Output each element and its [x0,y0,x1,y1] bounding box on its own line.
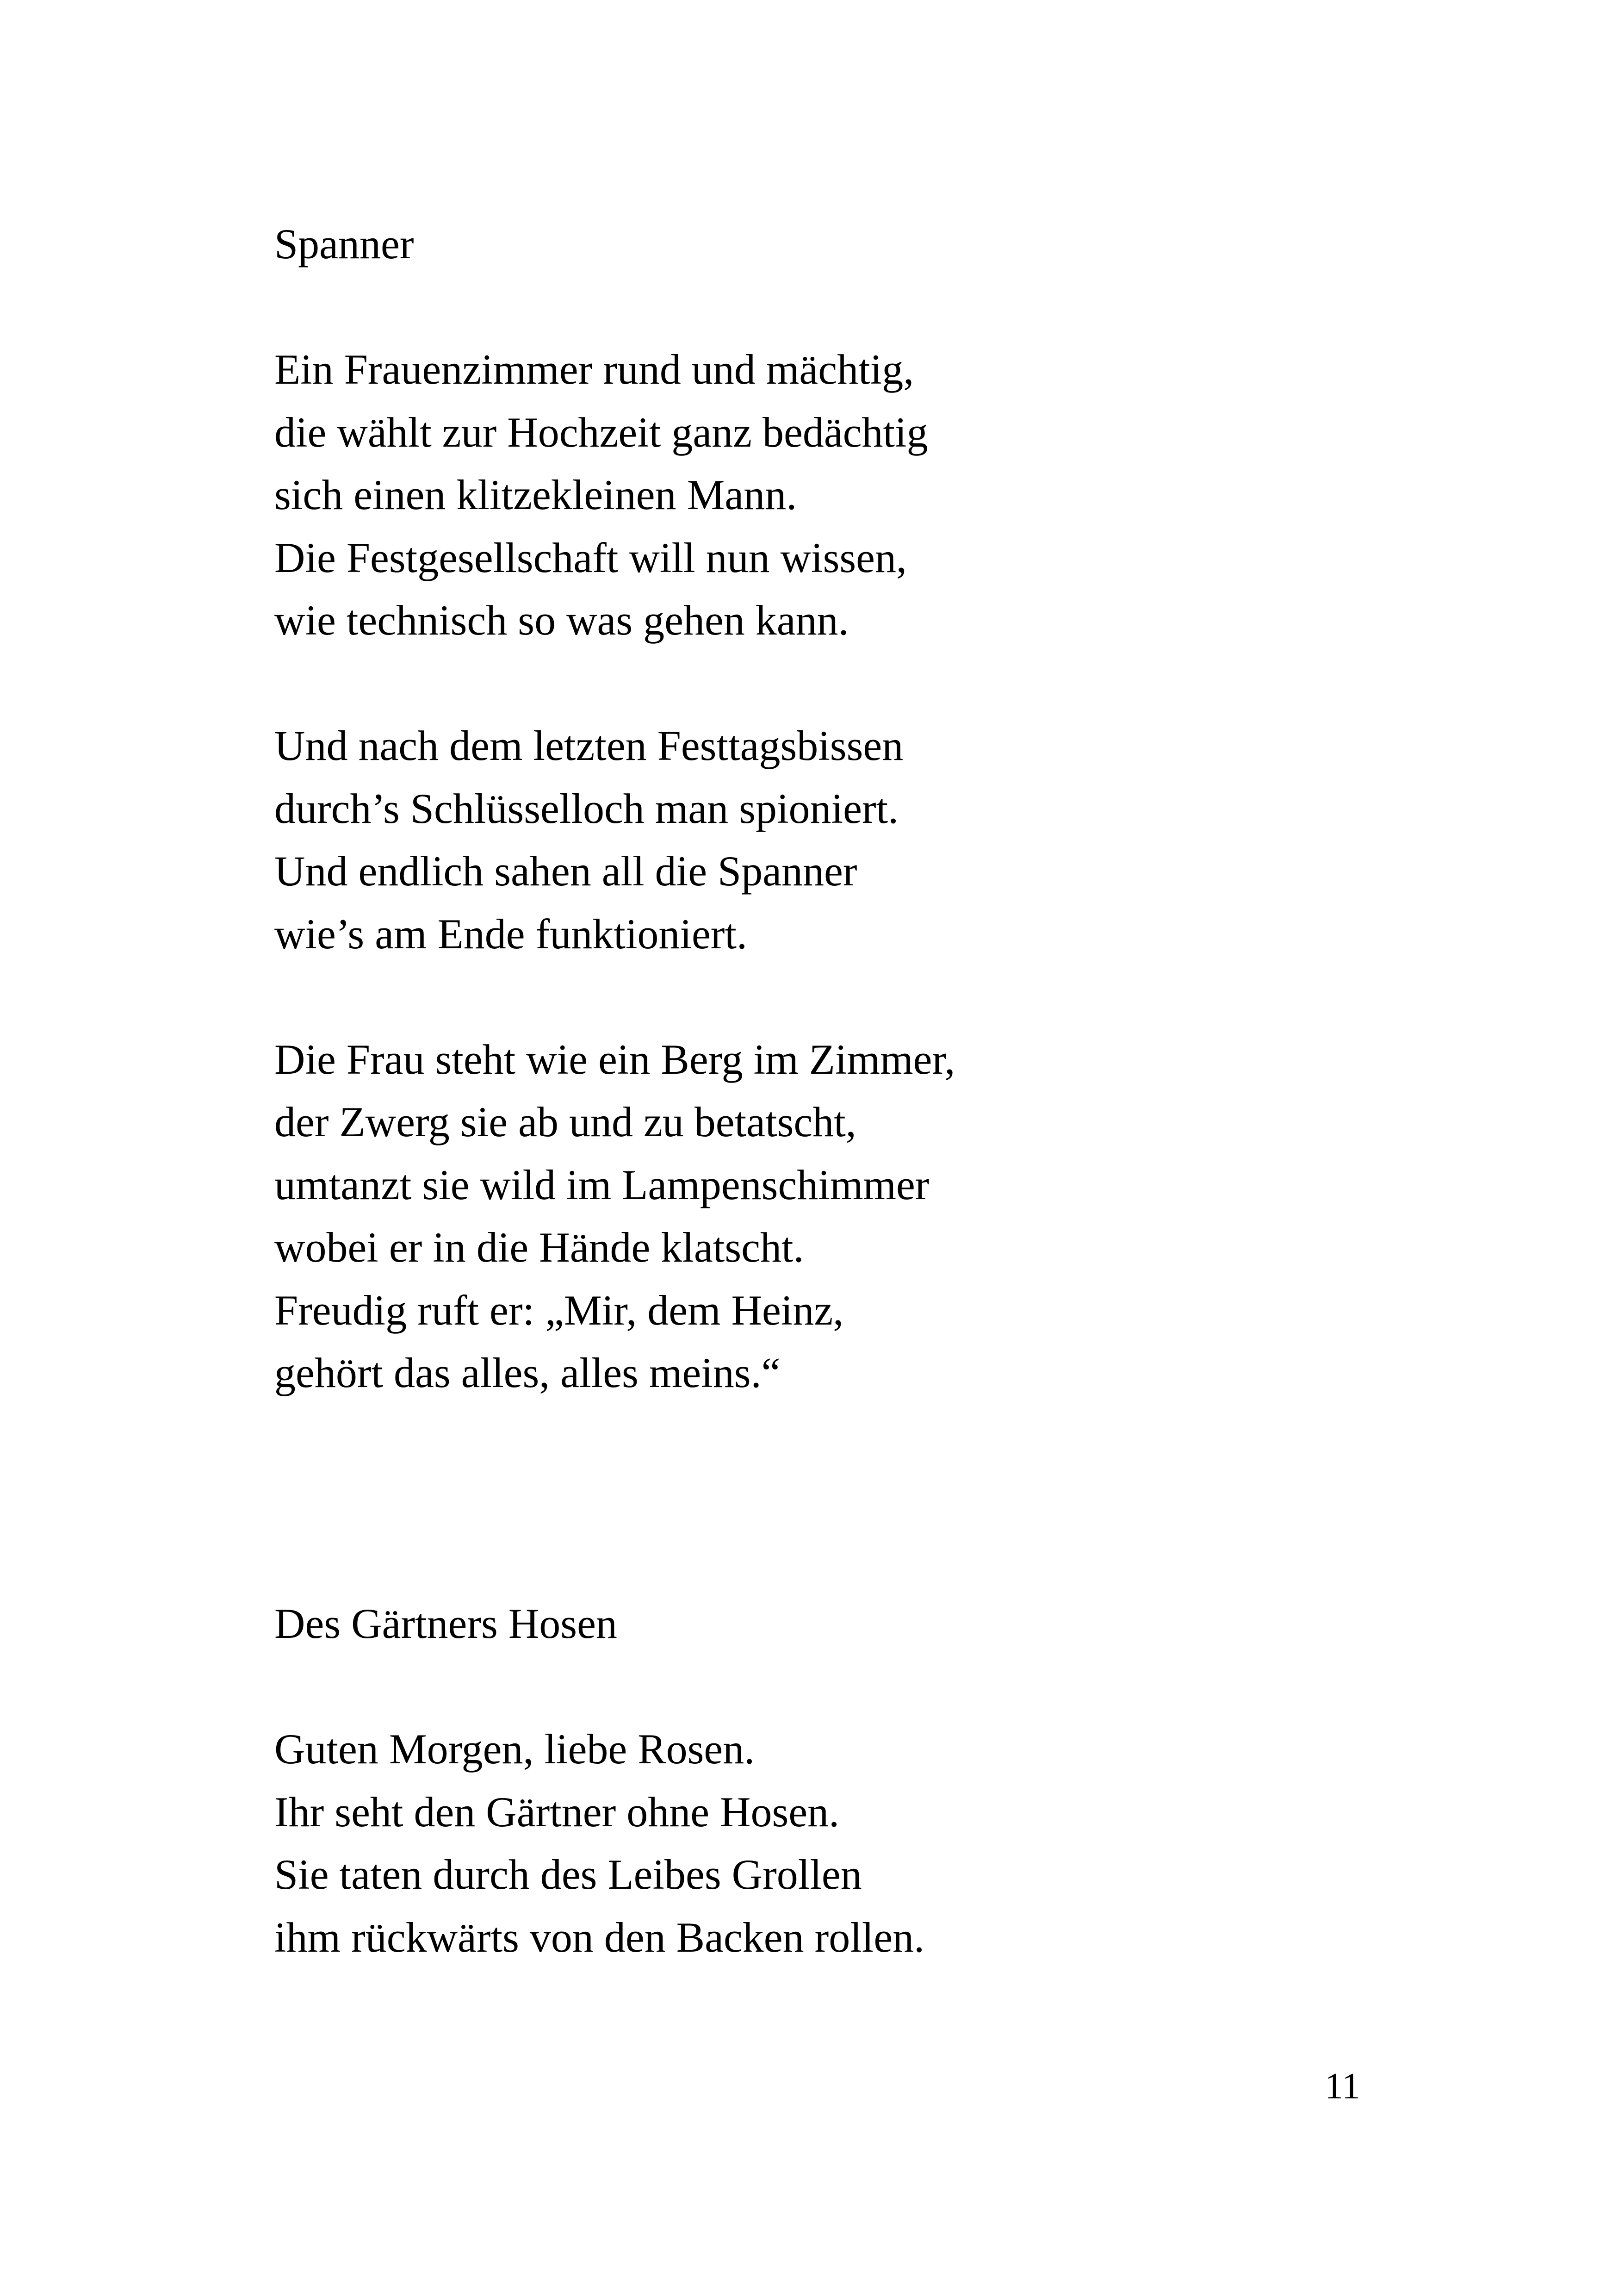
verse-line: wobei er in die Hände klatscht. [274,1224,804,1271]
page-number: 11 [1324,2066,1360,2107]
verse-line: Guten Morgen, liebe Rosen. [274,1725,755,1773]
verse-line: ihm rückwärts von den Backen rollen. [274,1913,925,1961]
verse-line: der Zwerg sie ab und zu betatscht, [274,1098,856,1145]
verse-line: Die Frau steht wie ein Berg im Zimmer, [274,1035,955,1083]
verse-line: die wählt zur Hochzeit ganz bedächtig [274,408,928,456]
verse-line: Und endlich sahen all die Spanner [274,847,857,895]
verse-line: Und nach dem letzten Festtagsbissen [274,722,904,769]
stanza [274,965,1385,1405]
poem-title: Spanner [274,220,414,268]
poem-des-gaertners-hosen [274,1593,1385,1969]
verse-line: umtanzt sie wild im Lampenschimmer [274,1161,930,1208]
verse-line: Ihr seht den Gärtner ohne Hosen. [274,1788,840,1836]
stanza [274,1655,1385,1969]
verse-line: wie’s am Ende funktioniert. [274,910,747,958]
poem-spanner [274,213,1385,1405]
verse-line: Sie taten durch des Leibes Grollen [274,1851,862,1898]
poem-title: Des Gärtners Hosen [274,1600,617,1647]
stanza [274,652,1385,966]
verse-line: Ein Frauenzimmer rund und mächtig, [274,346,914,393]
verse-line: Freudig ruft er: „Mir, dem Heinz, [274,1286,844,1334]
poem-column [274,213,1385,1969]
stanza [274,276,1385,652]
verse-line: gehört das alles, alles meins.“ [274,1349,781,1396]
verse-line: sich einen klitzekleinen Mann. [274,471,797,518]
verse-line: Die Festgesellschaft will nun wissen, [274,534,907,581]
verse-line: wie technisch so was gehen kann. [274,597,849,644]
verse-line: durch’s Schlüsselloch man spioniert. [274,784,899,832]
